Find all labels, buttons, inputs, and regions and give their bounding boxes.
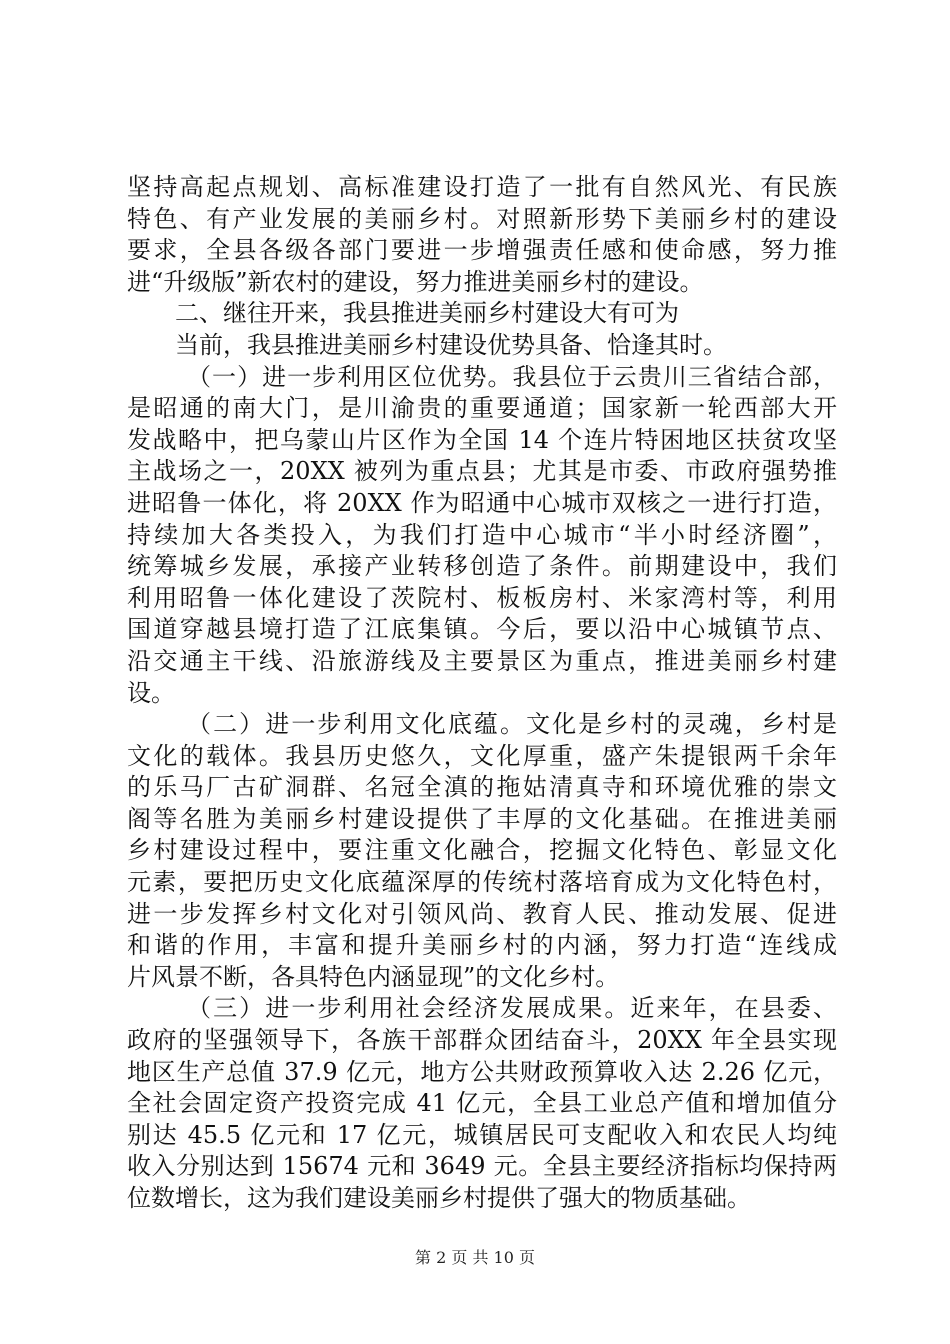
- subsection-heading-line: （三）进一步利用社会经济发展成果。近来年，在县委、: [187, 994, 837, 1023]
- text-line: 文化的载体。我县历史悠久，文化厚重，盛产朱提银两千余年: [127, 741, 837, 770]
- text-line: 进一步发挥乡村文化对引领风尚、教育人民、推动发展、促进: [127, 899, 837, 928]
- text-line: 政府的坚强领导下，各族干部群众团结奋斗，20XX 年全县实现: [127, 1026, 837, 1055]
- text-line: 要求，全县各级各部门要进一步增强责任感和使命感，努力推: [127, 236, 837, 265]
- text-line: 当前，我县推进美丽乡村建设优势具备、恰逢其时。: [175, 330, 727, 359]
- text-line: 持续加大各类投入，为我们打造中心城市“半小时经济圈”，: [127, 520, 837, 549]
- text-line: 主战场之一，20XX 被列为重点县；尤其是市委、市政府强势推: [127, 457, 837, 486]
- text-line: 特色、有产业发展的美丽乡村。对照新形势下美丽乡村的建设: [127, 204, 837, 233]
- text-line: 进昭鲁一体化，将 20XX 作为昭通中心城市双核之一进行打造，: [127, 488, 837, 517]
- text-line: 的乐马厂古矿洞群、名冠全滇的拖姑清真寺和环境优雅的崇文: [127, 773, 837, 802]
- text-line: 全社会固定资产投资完成 41 亿元，全县工业总产值和增加值分: [127, 1089, 837, 1118]
- text-line: 是昭通的南大门，是川渝贵的重要通道；国家新一轮西部大开: [127, 394, 837, 423]
- text-line: 收入分别达到 15674 元和 3649 元。全县主要经济指标均保持两: [127, 1152, 837, 1181]
- text-line: 地区生产总值 37.9 亿元，地方公共财政预算收入达 2.26 亿元，: [127, 1057, 837, 1086]
- text-line: 统筹城乡发展，承接产业转移创造了条件。前期建设中，我们: [127, 552, 837, 581]
- document-body: [127, 172, 837, 1215]
- section-heading: 二、继往开来，我县推进美丽乡村建设大有可为: [175, 299, 679, 328]
- text-line: 进“升级版”新农村的建设，努力推进美丽乡村的建设。: [127, 267, 704, 296]
- subsection-heading-line: （二）进一步利用文化底蕴。文化是乡村的灵魂，乡村是: [187, 710, 837, 739]
- text-line: 发战略中，把乌蒙山片区作为全国 14 个连片特困地区扶贫攻坚: [127, 425, 837, 454]
- text-line: 沿交通主干线、沿旅游线及主要景区为重点，推进美丽乡村建: [127, 646, 837, 675]
- text-line: 片风景不断，各具特色内涵显现”的文化乡村。: [127, 962, 620, 991]
- text-line: 国道穿越县境打造了江底集镇。今后，要以沿中心城镇节点、: [127, 615, 837, 644]
- text-line: 乡村建设过程中，要注重文化融合，挖掘文化特色、彰显文化: [127, 836, 837, 865]
- text-line: 阁等名胜为美丽乡村建设提供了丰厚的文化基础。在推进美丽: [127, 804, 837, 833]
- text-line: 别达 45.5 亿元和 17 亿元，城镇居民可支配收入和农民人均纯: [127, 1120, 837, 1149]
- text-line: 位数增长，这为我们建设美丽乡村提供了强大的物质基础。: [127, 1184, 751, 1212]
- text-line: 和谐的作用，丰富和提升美丽乡村的内涵，努力打造“连线成: [127, 931, 837, 960]
- text-line: 元素，要把历史文化底蕴深厚的传统村落培育成为文化特色村，: [127, 868, 837, 897]
- page-number-footer: 第 2 页 共 10 页: [415, 1248, 535, 1267]
- text-line: 坚持高起点规划、高标准建设打造了一批有自然风光、有民族: [127, 173, 837, 201]
- text-line: 设。: [127, 678, 175, 707]
- text-line: 利用昭鲁一体化建设了茨院村、板板房村、米家湾村等，利用: [127, 583, 837, 612]
- subsection-heading-line: （一）进一步利用区位优势。我县位于云贵川三省结合部，: [187, 362, 837, 391]
